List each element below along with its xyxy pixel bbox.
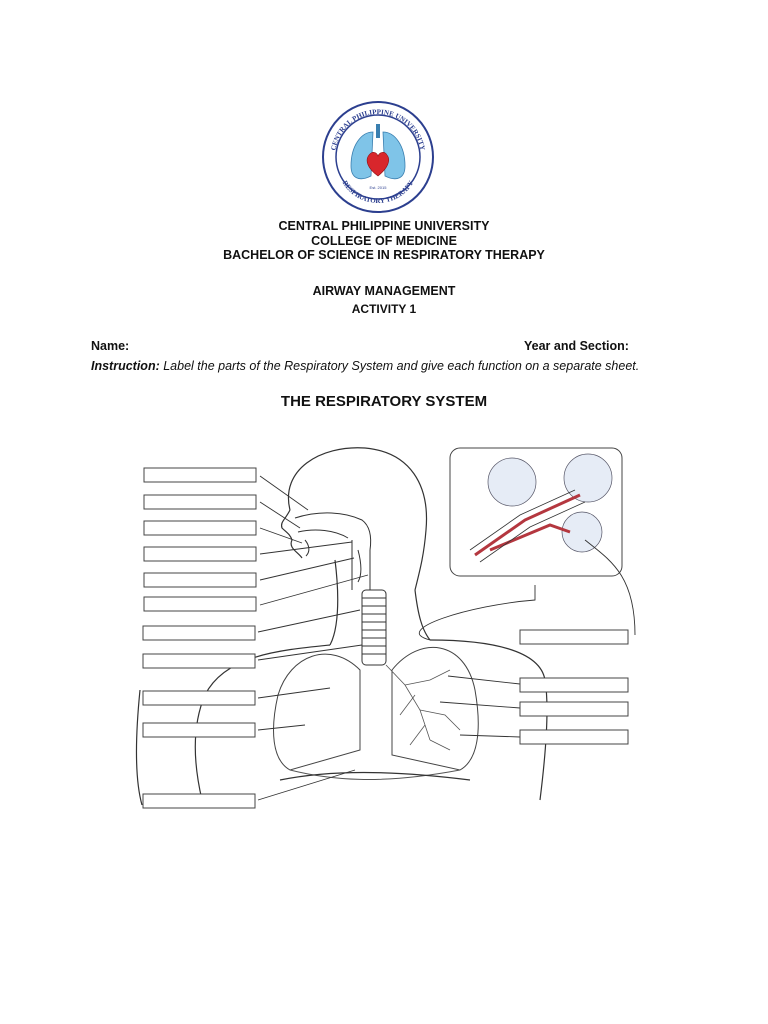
label-box-8[interactable] [143, 654, 255, 668]
seal-bottom-text: RESPIRATORY THERAPY [340, 179, 416, 205]
university-name: CENTRAL PHILIPPINE UNIVERSITY [278, 219, 490, 233]
name-field-label: Name: [91, 339, 130, 353]
label-box-1[interactable] [144, 468, 256, 482]
diagram-title: THE RESPIRATORY SYSTEM [280, 393, 488, 410]
instruction-label: Instruction: [91, 359, 160, 373]
label-box-3[interactable] [144, 521, 256, 535]
trachea [362, 590, 386, 665]
program-name: BACHELOR OF SCIENCE IN RESPIRATORY THERAPY [223, 248, 545, 262]
left-label-boxes [143, 468, 256, 808]
seal-established: Est. 2015 [369, 185, 387, 190]
respiratory-system-diagram [130, 440, 650, 820]
year-section-field-label: Year and Section: [524, 339, 629, 353]
label-box-5[interactable] [144, 573, 256, 587]
instruction-text: Label the parts of the Respiratory System and give each function on a separate sheet. [163, 359, 640, 373]
label-box-12[interactable] [520, 630, 628, 644]
activity-subject: AIRWAY MANAGEMENT [312, 284, 456, 298]
label-box-6[interactable] [144, 597, 256, 611]
bronchial-tree [386, 665, 460, 750]
label-box-7[interactable] [143, 626, 255, 640]
label-box-15[interactable] [520, 730, 628, 744]
right-label-boxes [520, 630, 628, 744]
label-box-10[interactable] [143, 723, 255, 737]
instruction-line [91, 359, 639, 373]
seal-top-text: CENTRAL PHILIPPINE UNIVERSITY [329, 107, 427, 152]
label-box-14[interactable] [520, 702, 628, 716]
label-box-13[interactable] [520, 678, 628, 692]
lungs [274, 647, 479, 779]
label-box-11[interactable] [143, 794, 255, 808]
university-seal [321, 100, 435, 214]
label-box-2[interactable] [144, 495, 256, 509]
label-box-9[interactable] [143, 691, 255, 705]
label-box-4[interactable] [144, 547, 256, 561]
alveoli-inset [450, 448, 622, 576]
college-name: COLLEGE OF MEDICINE [311, 234, 457, 248]
activity-number: ACTIVITY 1 [351, 302, 417, 316]
